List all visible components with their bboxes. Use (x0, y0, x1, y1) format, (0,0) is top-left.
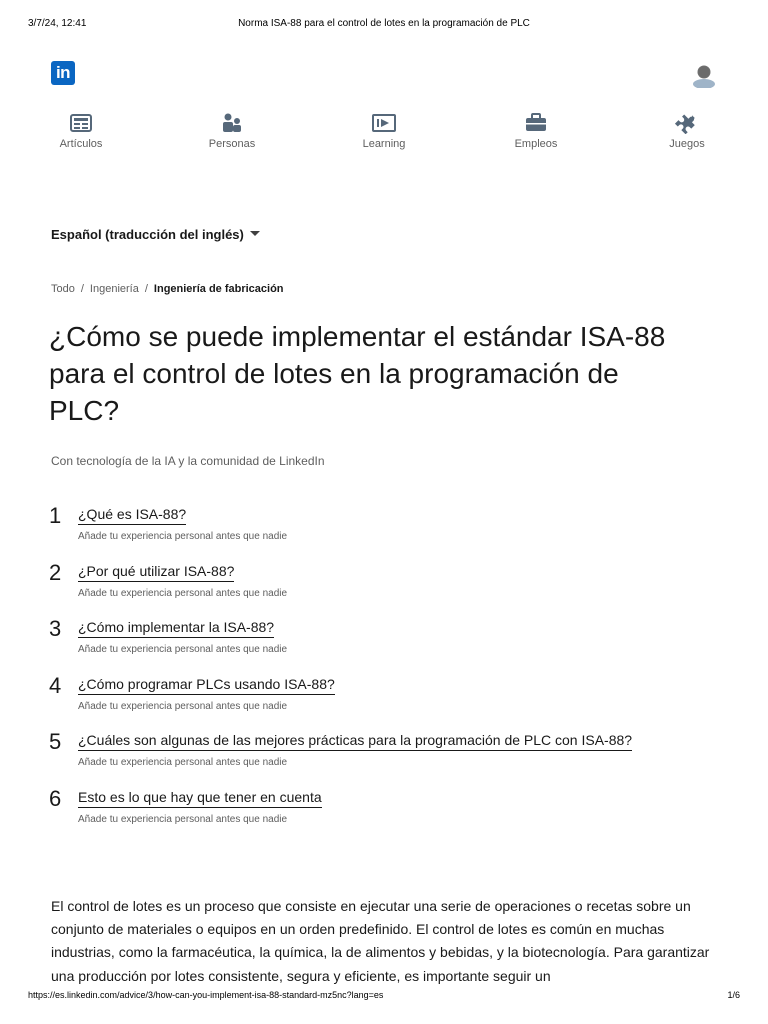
toc-subtitle: Añade tu experiencia personal antes que nadie (78, 700, 288, 712)
toc-item (49, 616, 729, 673)
toc-item (49, 786, 729, 843)
linkedin-logo[interactable]: in (51, 61, 75, 85)
nav-label-articles: Artículos (59, 138, 103, 150)
toc-item (49, 673, 729, 730)
toc-subtitle: Añade tu experiencia personal antes que nadie (78, 813, 288, 825)
print-header (28, 18, 740, 32)
nav-item-people[interactable] (177, 112, 287, 150)
nav-item-learning[interactable] (329, 112, 439, 150)
articles-icon (26, 112, 136, 136)
toc-link[interactable]: ¿Cuáles son algunas de las mejores prácticas para la programación de PLC con ISA-88? (78, 731, 632, 751)
toc-item (49, 560, 729, 617)
nav-item-jobs[interactable] (481, 112, 591, 150)
people-icon (177, 112, 287, 136)
nav-label-games: Juegos (669, 138, 705, 150)
breadcrumb (51, 283, 284, 295)
powered-by-text: Con tecnología de la IA y la comunidad de LinkedIn (51, 454, 325, 468)
toc-number: 3 (49, 616, 62, 641)
toc-subtitle: Añade tu experiencia personal antes que nadie (78, 644, 288, 655)
main-nav (0, 112, 768, 154)
toc-number: 6 (49, 785, 62, 811)
puzzle-icon (632, 112, 742, 136)
language-selector[interactable] (51, 227, 260, 242)
toc-item (49, 729, 729, 786)
toc-subtitle: Añade tu experiencia personal antes que nadie (78, 531, 288, 542)
learning-icon (329, 112, 439, 136)
page-title: ¿Cómo se puede implementar el estándar ISA-88 para el control de lotes en la programación de PLC? (49, 321, 666, 426)
toc-link[interactable]: ¿Cómo programar PLCs usando ISA-88? (78, 675, 335, 695)
toc-subtitle: Añade tu experiencia personal antes que nadie (78, 757, 288, 768)
toc-subtitle: Añade tu experiencia personal antes que nadie (78, 587, 288, 599)
user-avatar-icon[interactable] (691, 62, 717, 88)
print-page-number: 1/6 (727, 990, 740, 1000)
toc-number: 4 (49, 672, 62, 698)
toc-link[interactable]: ¿Cómo implementar la ISA-88? (78, 618, 274, 638)
toc-number: 5 (49, 729, 62, 754)
breadcrumb-separator: / (144, 283, 148, 295)
nav-label-jobs: Empleos (514, 138, 558, 150)
article-intro: El control de lotes es un proceso que consiste en ejecutar una serie de operaciones o recetas sobre un conjunto de materiales o equipos en un orden predefinido. El control de lotes es común en muchas industrias, como la farmacéutica, la química, la de alimentos y bebidas, y la biotecnología. Para garantizar una producción por lotes consistente, segura y eficiente, es importante seguir un (51, 898, 710, 984)
nav-label-learning: Learning (362, 138, 406, 150)
breadcrumb-separator: / (80, 283, 84, 295)
caret-down-icon (250, 231, 260, 236)
toc-link[interactable]: ¿Por qué utilizar ISA-88? (78, 562, 234, 582)
breadcrumb-item-todo[interactable]: Todo (51, 283, 75, 295)
nav-item-articles[interactable] (26, 112, 136, 150)
toc-item (49, 503, 729, 560)
toc-link[interactable]: ¿Qué es ISA-88? (78, 505, 186, 525)
print-url: https://es.linkedin.com/advice/3/how-can-you-implement-isa-88-standard-mz5nc?lang=es (28, 990, 384, 1000)
toc-number: 2 (49, 559, 62, 585)
breadcrumb-item-ingenieria[interactable]: Ingeniería (89, 283, 139, 295)
nav-label-people: Personas (208, 138, 256, 150)
toc-link[interactable]: Esto es lo que hay que tener en cuenta (78, 788, 322, 808)
language-selected: Español (traducción del inglés) (51, 227, 244, 242)
toc-number: 1 (49, 503, 62, 528)
table-of-contents (49, 503, 729, 842)
print-footer (28, 990, 740, 1004)
print-datetime: 3/7/24, 12:41 (28, 18, 87, 29)
nav-item-games[interactable] (632, 112, 742, 150)
breadcrumb-item-current[interactable]: Ingeniería de fabricación (153, 283, 284, 295)
print-document-title: Norma ISA-88 para el control de lotes en la programación de PLC (238, 18, 530, 29)
briefcase-icon (481, 112, 591, 136)
